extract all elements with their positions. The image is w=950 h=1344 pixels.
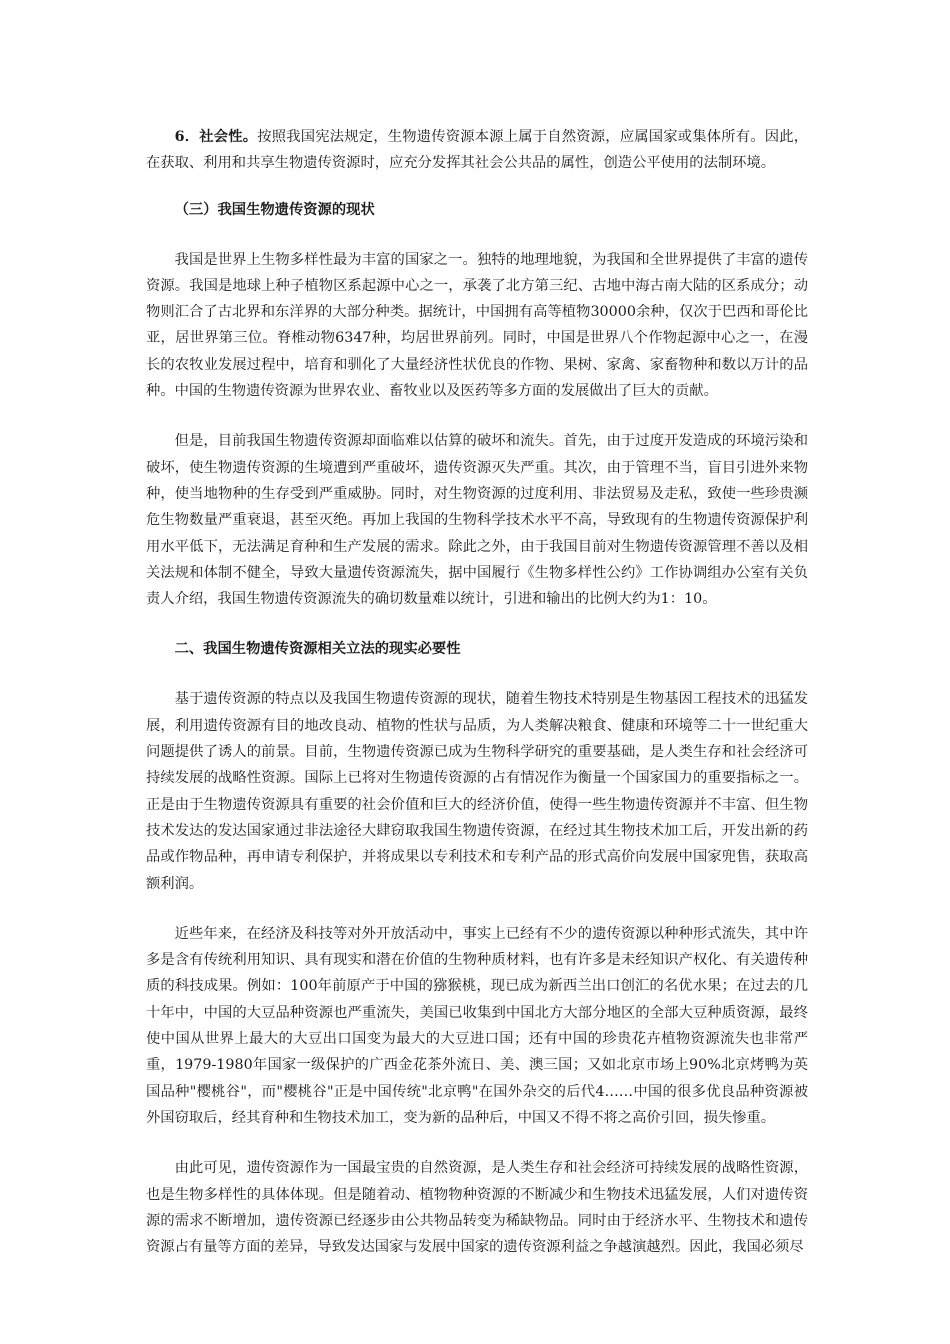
heading-current-status: （三）我国生物遗传资源的现状 (174, 201, 375, 218)
section-6-text: 按照我国宪法规定，生物遗传资源本源上属于自然资源，应属国家或集体所有。因此，在获取、利用和共享生物遗传资源时，应充分发挥其社会公共品的属性，创造公平使用的法制环境。 (146, 129, 809, 172)
paragraph-status-1: 我国是世界上生物多样性最为丰富的国家之一。独特的地理地貌，为我国和全世界提供了丰富的遗传资源。我国是地球上种子植物区系起源中心之一，承袭了北方第三纪、古地中海古南大陆的区系成分；动物则汇合了古北界和东洋界的大部分种类。据统计，中国拥有高等植物30000余种，仅次于巴西和哥伦比亚，居世界第三位。脊椎动物6347种，均居世界前列。同时，中国是世界八个作物起源中心之一，在漫长的农牧业发展过程中，培育和驯化了大量经济性状优良的作物、果树、家禽、家畜物种和数以万计的品种。中国的生物遗传资源为世界农业、畜牧业以及医药等多方面的发展做出了巨大的贡献。 (146, 251, 808, 400)
section-6-lead: 6．社会性。 (174, 129, 258, 145)
document-page (146, 124, 808, 1284)
heading-legislation-necessity: 二、我国生物遗传资源相关立法的现实必要性 (174, 641, 461, 658)
paragraph-status-2: 但是，目前我国生物遗传资源却面临难以估算的破坏和流失。首先，由于过度开发造成的环境污染和破坏，使生物遗传资源的生境遭到严重破坏，遗传资源灭失严重。其次，由于管理不当，盲目引进外来物种，使当地物种的生存受到严重威胁。同时，对生物资源的过度利用、非法贸易及走私，致使一些珍贵濒危生物数量严重衰退，甚至灭绝。再加上我国的生物科学技术水平不高，导致现有的生物遗传资源保护利用水平低下，无法满足育种和生产发展的需求。除此之外，由于我国目前对生物遗传资源管理不善以及相关法规和体制不健全，导致大量遗传资源流失，据中国履行《生物多样性公约》工作协调组办公室有关负责人介绍，我国生物遗传资源流失的确切数量难以统计，引进和输出的比例大约为1：10。 (146, 433, 808, 608)
paragraph-necessity-1: 基于遗传资源的特点以及我国生物遗传资源的现状，随着生物技术特别是生物基因工程技术的迅猛发展，利用遗传资源有目的地改良动、植物的性状与品质，为人类解决粮食、健康和环境等二十一世纪重大问题提供了诱人的前景。目前，生物遗传资源已成为生物科学研究的重要基础，是人类生存和社会经济可持续发展的战略性资源。国际上已将对生物遗传资源的占有情况作为衡量一个国家国力的重要指标之一。正是由于生物遗传资源具有重要的社会价值和巨大的经济价值，使得一些生物遗传资源并不丰富、但生物技术发达的发达国家通过非法途径大肆窃取我国生物遗传资源，在经过其生物技术加工后，开发出新的药品或作物品种，再申请专利保护，并将成果以专利技术和专利产品的形式高价向发展中国家兜售，获取高额利润。 (146, 691, 808, 892)
paragraph-necessity-2: 近些年来，在经济及科技等对外开放活动中，事实上已经有不少的遗传资源以种种形式流失，其中许多是含有传统利用知识、具有现实和潜在价值的生物种质材料，也有许多是未经知识产权化、有关遗传种质的科技成果。例如：100年前原产于中国的猕猴桃，现已成为新西兰出口创汇的名优水果；在过去的几十年中，中国的大豆品种资源也严重流失，美国已收集到中国北方大部分地区的全部大豆种质资源，最终使中国从世界上最大的大豆出口国变为最大的大豆进口国；还有中国的珍贵花卉植物资源流失也非常严重，1979-1980年国家一级保护的广西金花茶外流日、美、澳三国；又如北京市场上90%北京烤鸭为英国品种"樱桃谷"，而"樱桃谷"正是中国传统"北京鸭"在国外杂交的后代4……中国的很多优良品种资源被外国窃取后，经其育种和生物技术加工，变为新的品种后，中国又不得不将之高价引回，损失惨重。 (146, 925, 808, 1126)
paragraph-social-nature (146, 124, 808, 177)
paragraph-necessity-3: 由此可见，遗传资源作为一国最宝贵的自然资源，是人类生存和社会经济可持续发展的战略性资源，也是生物多样性的具体体现。但是随着动、植物物种资源的不断减少和生物技术迅猛发展，人们对遗传资源的需求不断增加，遗传资源已经逐步由公共物品转变为稀缺物品。同时由于经济水平、生物技术和遗传资源占有量等方面的差异，导致发达国家与发展中国家的遗传资源利益之争越演越烈。因此，我国必须尽 (146, 1160, 808, 1256)
